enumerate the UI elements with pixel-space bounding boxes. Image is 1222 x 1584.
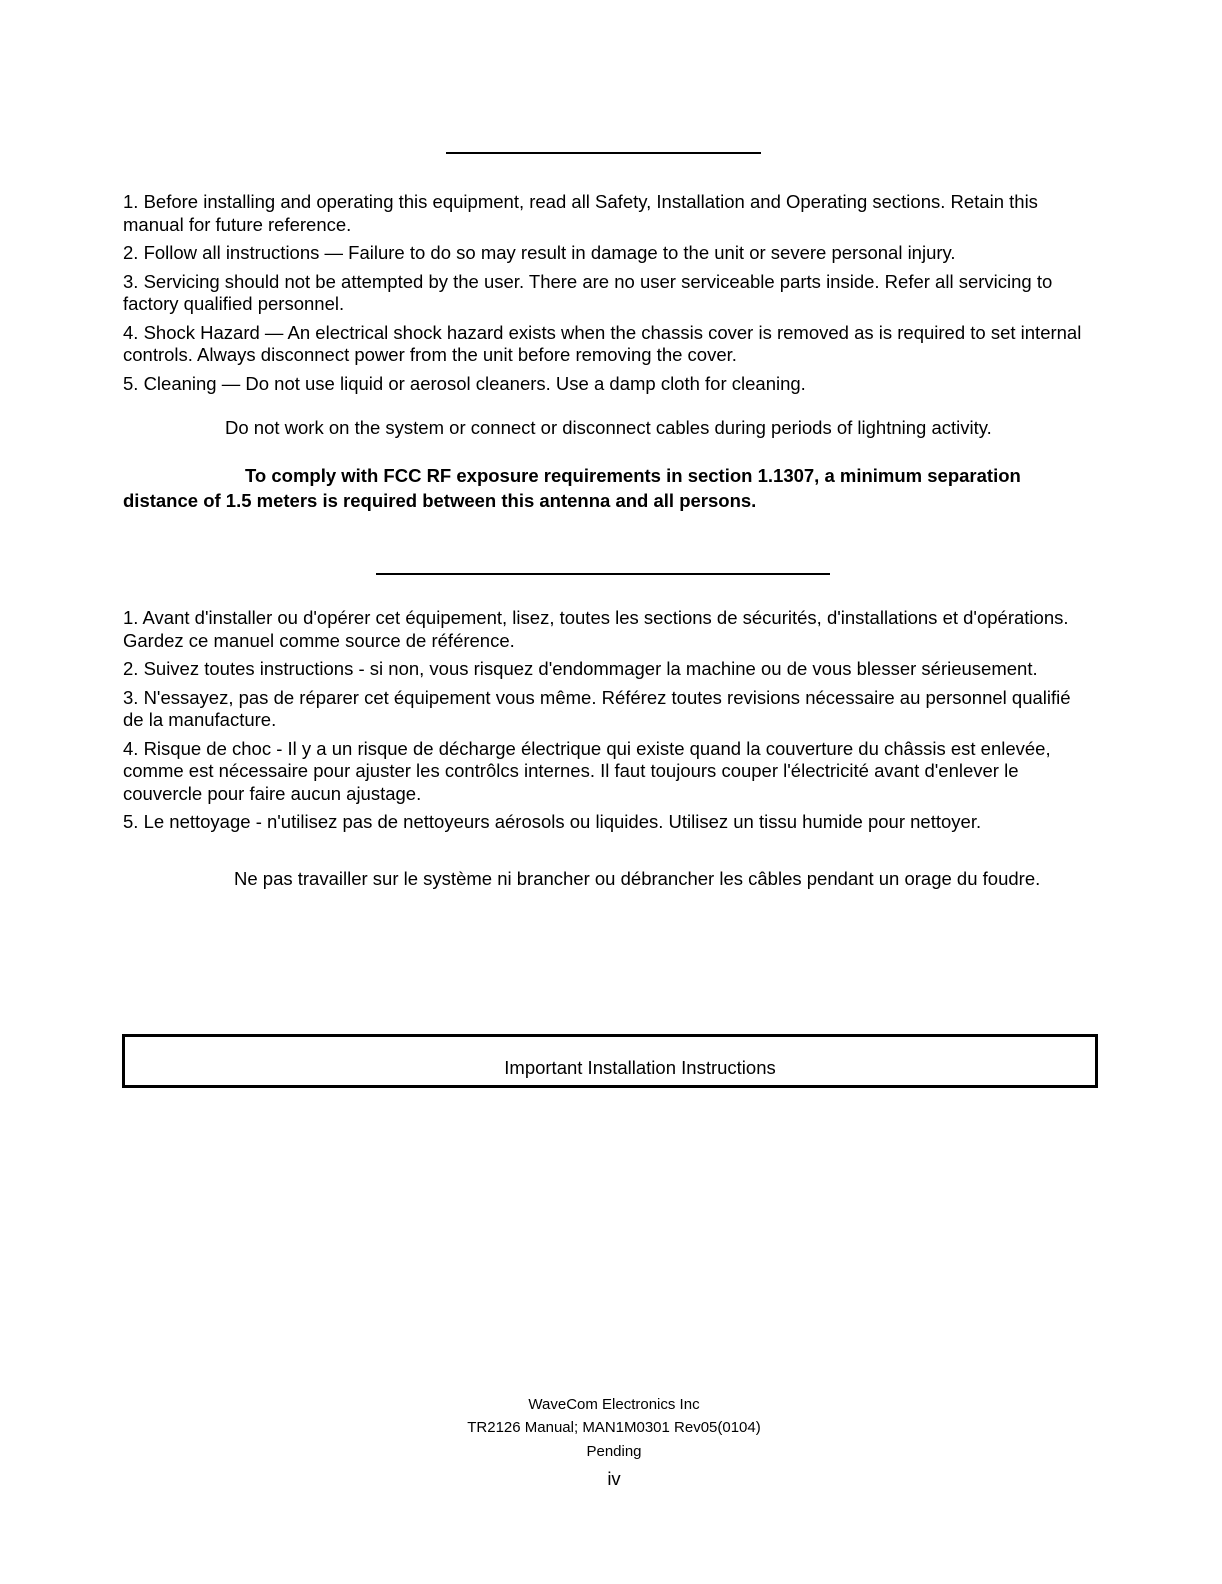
english-safety-item: 1. Before installing and operating this equipment, read all Safety, Installation and Operating sections. Retain this manual for future reference. <box>123 191 1038 235</box>
footer-manual-id: TR2126 Manual; MAN1M0301 Rev05(0104) <box>467 1419 761 1436</box>
installation-instructions-box <box>122 1034 1098 1088</box>
footer-company: WaveCom Electronics Inc <box>528 1396 700 1413</box>
french-safety-item: 4. Risque de choc - Il y a un risque de décharge électrique qui existe quand la couverture du châssis est enlevée, comme est nécessaire pour ajuster les contrôlcs internes. Il faut toujours couper l'électricité avant d'enlever le couvercle pour faire aucun ajustage. <box>123 737 1051 804</box>
installation-instructions-label: Important Installation Instructions <box>504 1057 776 1078</box>
fcc-rf-exposure-notice: To comply with FCC RF exposure requirements in section 1.1307, a minimum separation distance of 1.5 meters is required between this antenna and all persons. <box>123 465 1021 511</box>
french-section-heading-rule <box>376 573 830 575</box>
french-safety-instructions <box>123 607 1088 840</box>
english-lightning-warning: Do not work on the system or connect or disconnect cables during periods of lightning activity. <box>225 417 992 438</box>
english-safety-item: 3. Servicing should not be attempted by the user. There are no user serviceable parts inside. Refer all servicing to factory qualified personnel. <box>123 270 1053 314</box>
french-safety-item: 3. N'essayez, pas de réparer cet équipement vous même. Référez toutes revisions nécessaire au personnel qualifié de la manufacture. <box>123 686 1071 730</box>
french-safety-item: 5. Le nettoyage - n'utilisez pas de nettoyeurs aérosols ou liquides. Utilisez un tissu humide pour nettoyer. <box>123 811 982 832</box>
french-safety-item: 2. Suivez toutes instructions - si non, vous risquez d'endommager la machine ou de vous blesser sérieusement. <box>123 658 1038 679</box>
page-number: iv <box>607 1468 621 1489</box>
french-lightning-warning: Ne pas travailler sur le système ni brancher ou débrancher les câbles pendant un orage du foudre. <box>234 868 1041 889</box>
footer-status: Pending <box>586 1443 642 1460</box>
english-safety-item: 5. Cleaning — Do not use liquid or aerosol cleaners. Use a damp cloth for cleaning. <box>123 372 806 394</box>
english-safety-item: 2. Follow all instructions — Failure to do so may result in damage to the unit or severe personal injury. <box>123 242 956 263</box>
english-section-heading-rule <box>446 152 761 154</box>
english-safety-instructions <box>123 191 1083 401</box>
english-safety-item: 4. Shock Hazard — An electrical shock hazard exists when the chassis cover is removed as is required to set internal controls. Always disconnect power from the unit before removing the cover. <box>123 321 1082 365</box>
french-safety-item: 1. Avant d'installer ou d'opérer cet équipement, lisez, toutes les sections de sécurités, d'installations et d'opérations. Gardez ce manuel comme source de référence. <box>123 607 1069 651</box>
